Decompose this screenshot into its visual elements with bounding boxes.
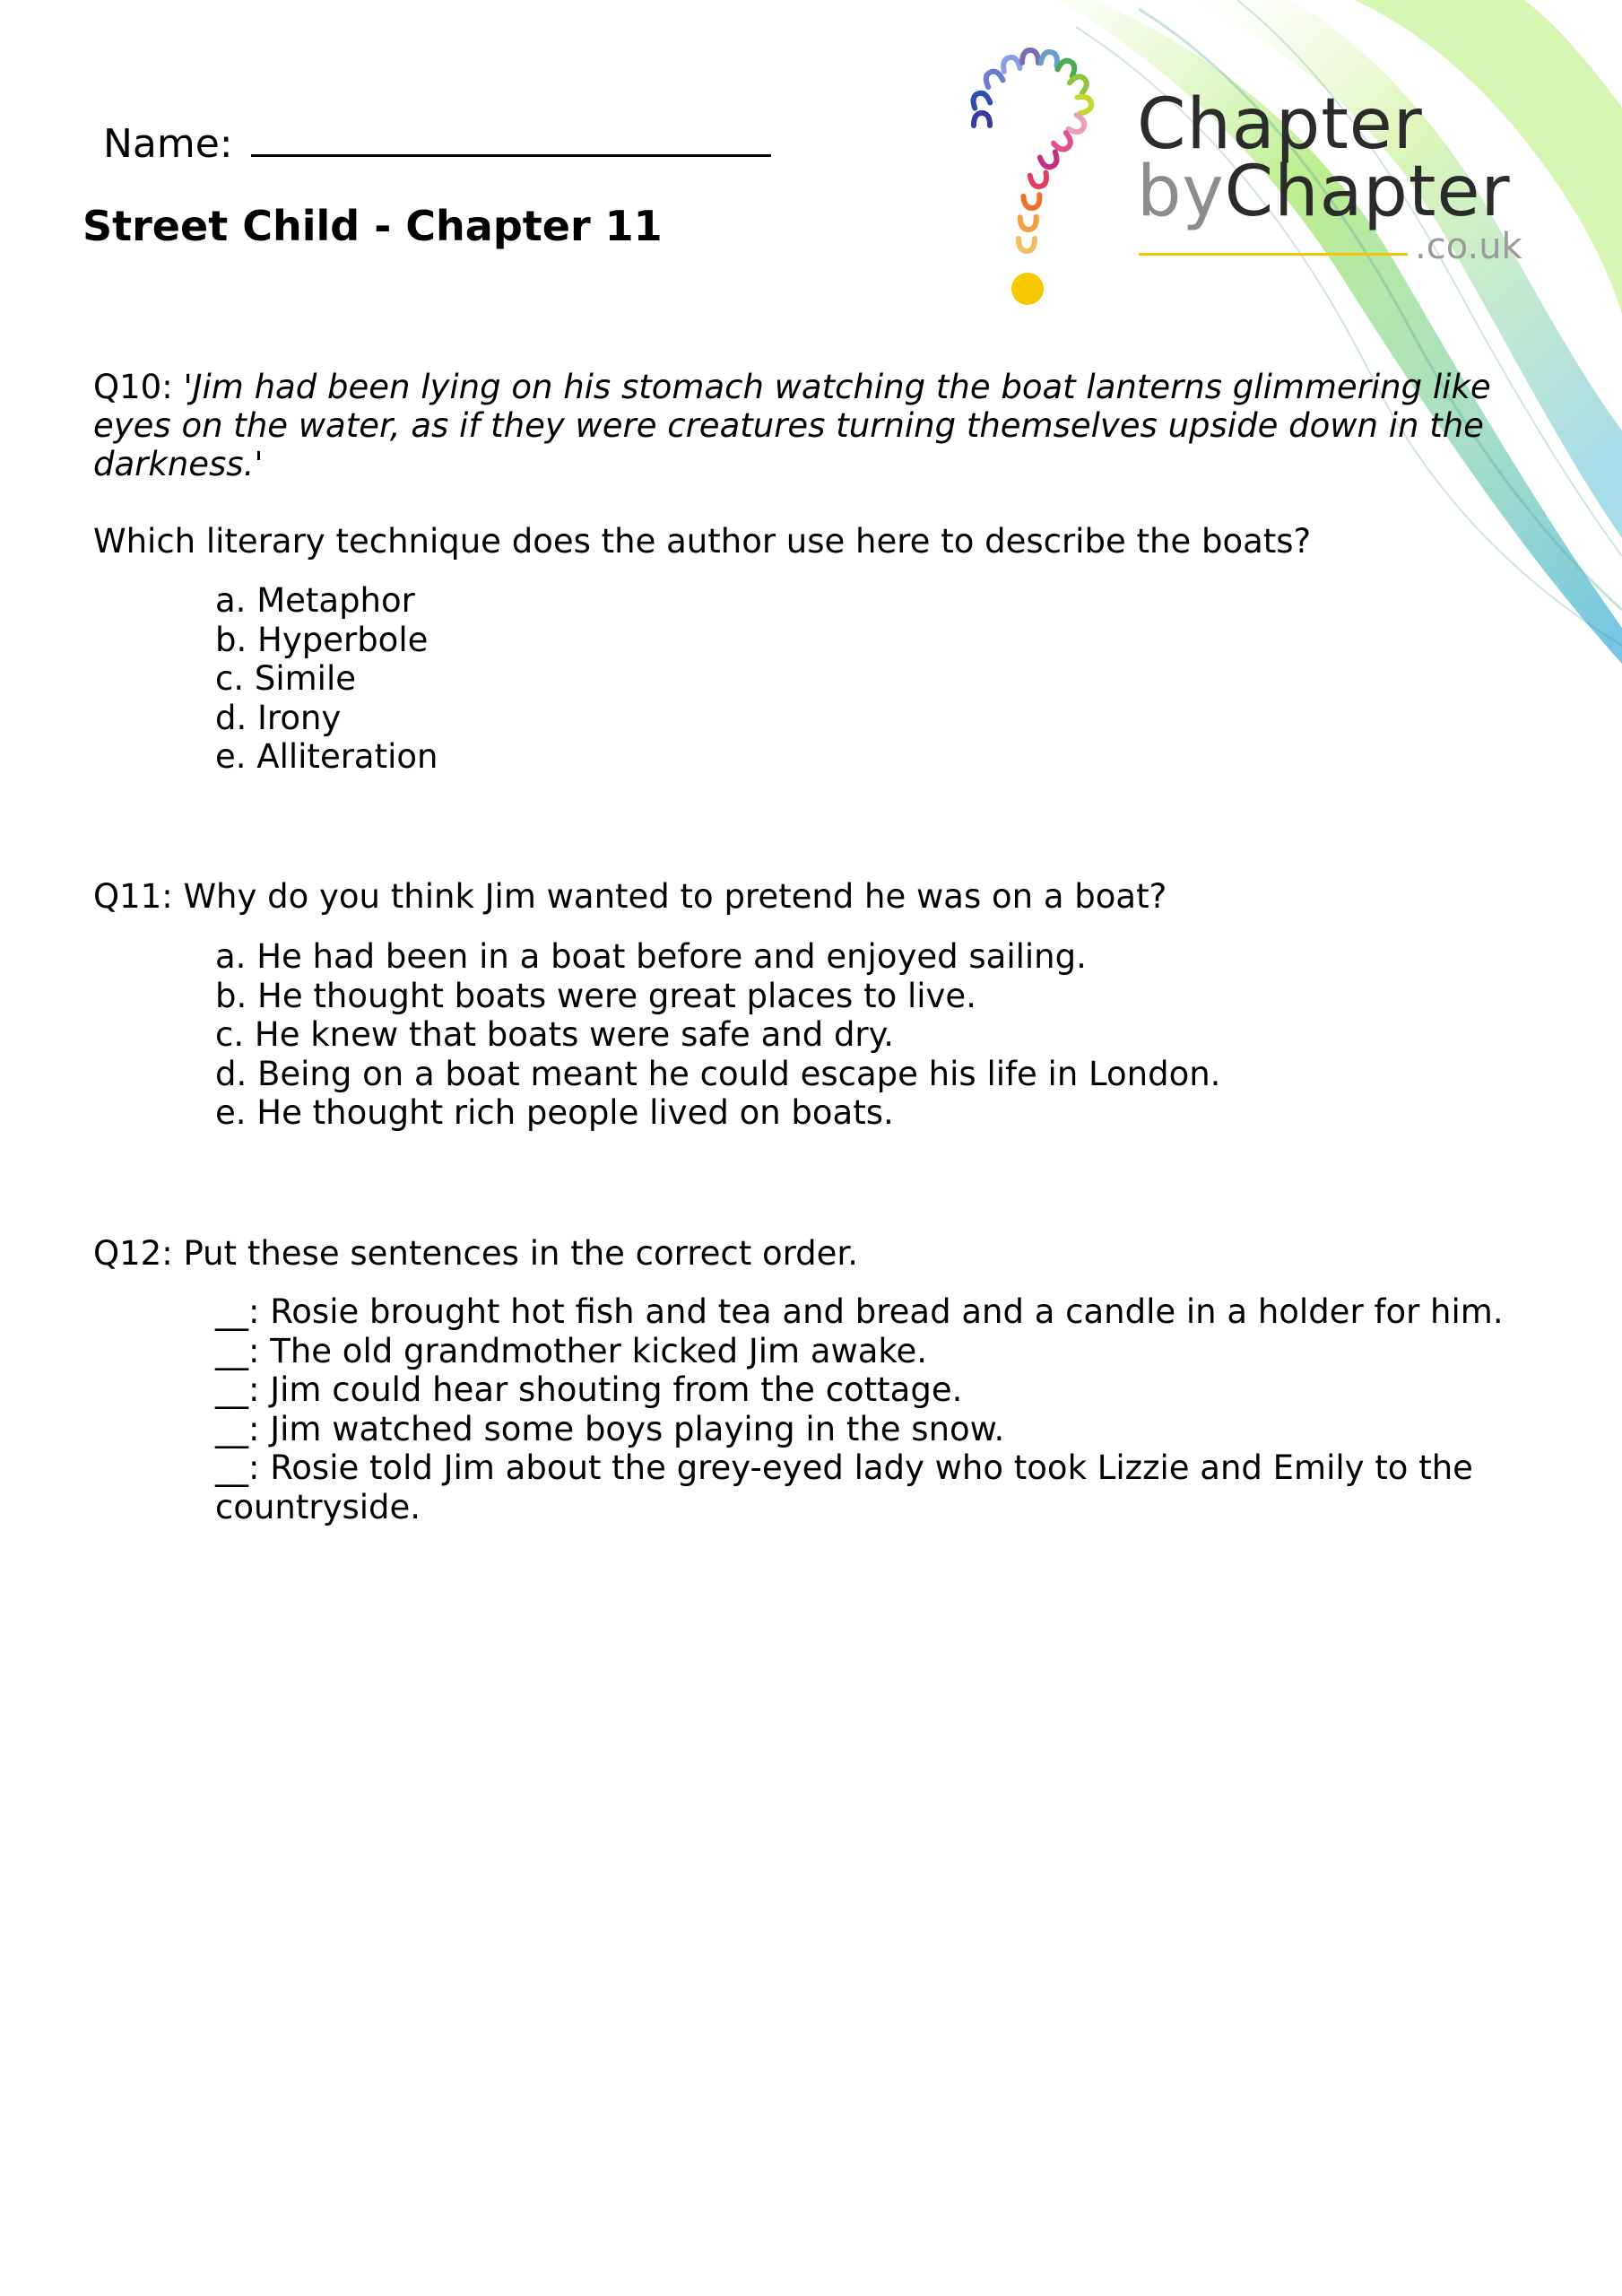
question-10-label: Q10: xyxy=(93,368,173,406)
worksheet-title: Street Child - Chapter 11 xyxy=(82,202,663,250)
option-item: c. He knew that boats were safe and dry. xyxy=(215,1015,895,1054)
question-11-options xyxy=(215,937,1542,1133)
logo-underline xyxy=(1139,253,1408,256)
ordering-sentence: __: Rosie told Jim about the grey-eyed lady who took Lizzie and Emily to the countryside. xyxy=(215,1448,1473,1526)
option-item: d. Irony xyxy=(215,698,342,737)
ordering-sentence: __: The old grandmother kicked Jim awake. xyxy=(215,1331,928,1370)
name-field-row xyxy=(103,115,771,171)
name-label: Name: xyxy=(103,121,233,167)
name-blank-line[interactable] xyxy=(251,115,771,157)
ordering-sentence: __: Rosie brought hot fish and tea and bread and a candle in a holder for him. xyxy=(215,1292,1504,1331)
question-10-options xyxy=(215,581,1542,777)
ordering-sentence: __: Jim watched some boys playing in the snow. xyxy=(215,1409,1005,1448)
option-item: e. Alliteration xyxy=(215,737,438,776)
question-11-label: Q11: xyxy=(93,877,173,916)
option-item: a. Metaphor xyxy=(215,581,415,620)
option-item: d. Being on a boat meant he could escape his life in London. xyxy=(215,1054,1221,1093)
option-item: a. He had been in a boat before and enjoyed sailing. xyxy=(215,937,1087,976)
question-11-prompt xyxy=(93,877,1528,916)
question-mark-books-icon xyxy=(959,45,1112,314)
logo-domain: .co.uk xyxy=(1415,226,1522,267)
option-item: b. Hyperbole xyxy=(215,620,429,659)
logo-text-by: by xyxy=(1137,152,1225,232)
question-10-prompt: Which literary technique does the author use here to describe the boats? xyxy=(93,522,1312,561)
logo-text-chapter-2: Chapter xyxy=(1224,152,1511,232)
question-12-prompt-text: Put these sentences in the correct order. xyxy=(183,1234,859,1273)
question-12-prompt xyxy=(93,1234,1528,1273)
logo-text-chapter: Chapter xyxy=(1137,84,1423,165)
logo-text-by-chapter xyxy=(1137,152,1511,232)
question-12-label: Q12: xyxy=(93,1234,173,1273)
question-10-quote-text: 'Jim had been lying on his stomach watching the boat lanterns glimmering like eyes on the water, as if they were creatures turning themselves upside down in the darkness.' xyxy=(93,368,1491,483)
option-item: b. He thought boats were great places to live. xyxy=(215,976,976,1015)
chapter-by-chapter-logo xyxy=(959,45,1551,314)
question-11-prompt-text: Why do you think Jim wanted to pretend he was on a boat? xyxy=(183,877,1167,916)
question-12-sentences xyxy=(215,1292,1542,1526)
option-item: c. Simile xyxy=(215,659,356,698)
option-item: e. He thought rich people lived on boats. xyxy=(215,1093,894,1132)
question-10-quote xyxy=(93,368,1528,483)
ordering-sentence: __: Jim could hear shouting from the cottage. xyxy=(215,1370,963,1409)
